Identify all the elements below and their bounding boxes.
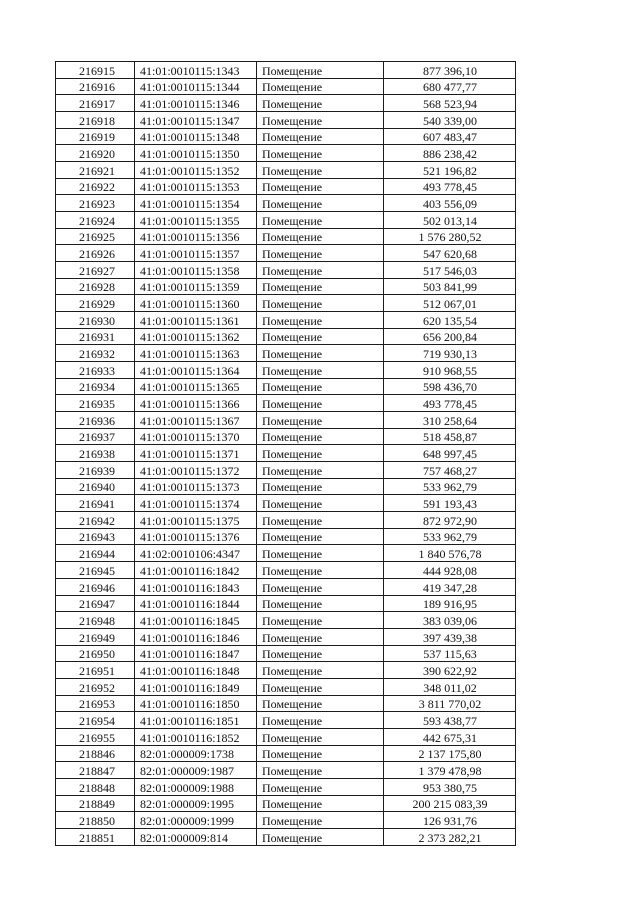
table-row <box>56 662 516 679</box>
cadastral-value-cell: 533 962,79 <box>384 528 516 545</box>
table-row <box>56 162 516 179</box>
object-type-cell: Помещение <box>257 162 384 179</box>
cadastral-number-cell: 41:01:0010116:1843 <box>135 578 257 595</box>
cadastral-number-cell: 41:01:0010115:1376 <box>135 528 257 545</box>
row-number-cell: 216936 <box>56 412 135 429</box>
cadastral-number-cell: 41:01:0010115:1375 <box>135 512 257 529</box>
cadastral-number-cell: 82:01:000009:1999 <box>135 812 257 829</box>
cadastral-value-cell: 518 458,87 <box>384 428 516 445</box>
table-row <box>56 462 516 479</box>
object-type-cell: Помещение <box>257 62 384 79</box>
table-row <box>56 328 516 345</box>
object-type-cell: Помещение <box>257 128 384 145</box>
table-row <box>56 278 516 295</box>
table-row <box>56 495 516 512</box>
row-number-cell: 216917 <box>56 95 135 112</box>
table-row <box>56 712 516 729</box>
object-type-cell: Помещение <box>257 178 384 195</box>
table-row <box>56 528 516 545</box>
row-number-cell: 216943 <box>56 528 135 545</box>
row-number-cell: 218847 <box>56 762 135 779</box>
object-type-cell: Помещение <box>257 245 384 262</box>
cadastral-value-cell: 512 067,01 <box>384 295 516 312</box>
table-row <box>56 562 516 579</box>
cadastral-value-table <box>55 61 516 846</box>
object-type-cell: Помещение <box>257 462 384 479</box>
cadastral-value-cell: 517 546,03 <box>384 262 516 279</box>
cadastral-number-cell: 41:01:0010115:1352 <box>135 162 257 179</box>
cadastral-number-cell: 41:01:0010116:1851 <box>135 712 257 729</box>
cadastral-value-cell: 886 238,42 <box>384 145 516 162</box>
object-type-cell: Помещение <box>257 395 384 412</box>
table-row <box>56 428 516 445</box>
cadastral-value-cell: 593 438,77 <box>384 712 516 729</box>
object-type-cell: Помещение <box>257 412 384 429</box>
table-row <box>56 95 516 112</box>
cadastral-number-cell: 41:01:0010115:1344 <box>135 78 257 95</box>
object-type-cell: Помещение <box>257 545 384 562</box>
row-number-cell: 216915 <box>56 62 135 79</box>
table-row <box>56 228 516 245</box>
cadastral-value-cell: 2 373 282,21 <box>384 828 516 845</box>
table-row <box>56 78 516 95</box>
cadastral-value-cell: 1 379 478,98 <box>384 762 516 779</box>
object-type-cell: Помещение <box>257 728 384 745</box>
cadastral-value-cell: 533 962,79 <box>384 478 516 495</box>
cadastral-number-cell: 41:01:0010115:1347 <box>135 112 257 129</box>
cadastral-number-cell: 41:01:0010115:1370 <box>135 428 257 445</box>
cadastral-value-cell: 521 196,82 <box>384 162 516 179</box>
row-number-cell: 216927 <box>56 262 135 279</box>
object-type-cell: Помещение <box>257 362 384 379</box>
table-row <box>56 695 516 712</box>
row-number-cell: 216932 <box>56 345 135 362</box>
cadastral-number-cell: 41:01:0010116:1845 <box>135 612 257 629</box>
object-type-cell: Помещение <box>257 278 384 295</box>
cadastral-value-cell: 189 916,95 <box>384 595 516 612</box>
cadastral-number-cell: 82:01:000009:1987 <box>135 762 257 779</box>
object-type-cell: Помещение <box>257 562 384 579</box>
object-type-cell: Помещение <box>257 778 384 795</box>
row-number-cell: 218848 <box>56 778 135 795</box>
table-row <box>56 595 516 612</box>
cadastral-value-cell: 397 439,38 <box>384 628 516 645</box>
cadastral-number-cell: 41:01:0010115:1365 <box>135 378 257 395</box>
object-type-cell: Помещение <box>257 645 384 662</box>
cadastral-value-cell: 348 011,02 <box>384 678 516 695</box>
cadastral-number-cell: 41:01:0010116:1849 <box>135 678 257 695</box>
table-row <box>56 212 516 229</box>
cadastral-number-cell: 41:01:0010115:1357 <box>135 245 257 262</box>
cadastral-value-cell: 953 380,75 <box>384 778 516 795</box>
cadastral-number-cell: 41:01:0010116:1852 <box>135 728 257 745</box>
object-type-cell: Помещение <box>257 512 384 529</box>
object-type-cell: Помещение <box>257 612 384 629</box>
cadastral-number-cell: 41:01:0010115:1354 <box>135 195 257 212</box>
cadastral-number-cell: 41:01:0010115:1363 <box>135 345 257 362</box>
cadastral-number-cell: 41:01:0010115:1364 <box>135 362 257 379</box>
row-number-cell: 216942 <box>56 512 135 529</box>
cadastral-number-cell: 82:01:000009:1988 <box>135 778 257 795</box>
row-number-cell: 216928 <box>56 278 135 295</box>
cadastral-value-cell: 200 215 083,39 <box>384 795 516 812</box>
row-number-cell: 218850 <box>56 812 135 829</box>
cadastral-value-cell: 872 972,90 <box>384 512 516 529</box>
table-body <box>56 62 516 846</box>
cadastral-number-cell: 41:01:0010115:1359 <box>135 278 257 295</box>
cadastral-number-cell: 41:01:0010115:1367 <box>135 412 257 429</box>
row-number-cell: 216921 <box>56 162 135 179</box>
table-row <box>56 145 516 162</box>
row-number-cell: 216955 <box>56 728 135 745</box>
table-row <box>56 62 516 79</box>
object-type-cell: Помещение <box>257 578 384 595</box>
row-number-cell: 218846 <box>56 745 135 762</box>
table-row <box>56 128 516 145</box>
object-type-cell: Помещение <box>257 628 384 645</box>
table-row <box>56 745 516 762</box>
row-number-cell: 216933 <box>56 362 135 379</box>
cadastral-number-cell: 41:01:0010115:1372 <box>135 462 257 479</box>
row-number-cell: 216940 <box>56 478 135 495</box>
cadastral-number-cell: 41:01:0010115:1346 <box>135 95 257 112</box>
row-number-cell: 216918 <box>56 112 135 129</box>
row-number-cell: 216948 <box>56 612 135 629</box>
table-row <box>56 295 516 312</box>
table-row <box>56 645 516 662</box>
cadastral-value-cell: 1 840 576,78 <box>384 545 516 562</box>
table-row <box>56 445 516 462</box>
cadastral-number-cell: 41:01:0010115:1353 <box>135 178 257 195</box>
table-row <box>56 312 516 329</box>
cadastral-number-cell: 41:01:0010116:1848 <box>135 662 257 679</box>
table-row <box>56 828 516 845</box>
cadastral-number-cell: 41:01:0010116:1844 <box>135 595 257 612</box>
row-number-cell: 216952 <box>56 678 135 695</box>
cadastral-number-cell: 41:01:0010115:1371 <box>135 445 257 462</box>
cadastral-value-cell: 493 778,45 <box>384 178 516 195</box>
cadastral-value-cell: 547 620,68 <box>384 245 516 262</box>
cadastral-value-cell: 680 477,77 <box>384 78 516 95</box>
object-type-cell: Помещение <box>257 678 384 695</box>
object-type-cell: Помещение <box>257 112 384 129</box>
cadastral-value-cell: 126 931,76 <box>384 812 516 829</box>
table-row <box>56 728 516 745</box>
cadastral-value-cell: 648 997,45 <box>384 445 516 462</box>
cadastral-value-cell: 591 193,43 <box>384 495 516 512</box>
cadastral-value-cell: 757 468,27 <box>384 462 516 479</box>
table-row <box>56 628 516 645</box>
table-row <box>56 612 516 629</box>
cadastral-value-cell: 537 115,63 <box>384 645 516 662</box>
cadastral-number-cell: 82:01:000009:814 <box>135 828 257 845</box>
object-type-cell: Помещение <box>257 745 384 762</box>
cadastral-value-cell: 620 135,54 <box>384 312 516 329</box>
cadastral-number-cell: 41:02:0010106:4347 <box>135 545 257 562</box>
object-type-cell: Помещение <box>257 262 384 279</box>
row-number-cell: 216919 <box>56 128 135 145</box>
cadastral-number-cell: 41:01:0010116:1850 <box>135 695 257 712</box>
object-type-cell: Помещение <box>257 145 384 162</box>
row-number-cell: 216954 <box>56 712 135 729</box>
cadastral-value-cell: 419 347,28 <box>384 578 516 595</box>
object-type-cell: Помещение <box>257 445 384 462</box>
row-number-cell: 218851 <box>56 828 135 845</box>
table-row <box>56 245 516 262</box>
row-number-cell: 216953 <box>56 695 135 712</box>
object-type-cell: Помещение <box>257 662 384 679</box>
cadastral-number-cell: 41:01:0010115:1348 <box>135 128 257 145</box>
table-row <box>56 545 516 562</box>
object-type-cell: Помещение <box>257 212 384 229</box>
row-number-cell: 216938 <box>56 445 135 462</box>
cadastral-value-cell: 3 811 770,02 <box>384 695 516 712</box>
object-type-cell: Помещение <box>257 328 384 345</box>
object-type-cell: Помещение <box>257 478 384 495</box>
object-type-cell: Помещение <box>257 712 384 729</box>
row-number-cell: 216923 <box>56 195 135 212</box>
cadastral-number-cell: 41:01:0010116:1847 <box>135 645 257 662</box>
table-row <box>56 178 516 195</box>
object-type-cell: Помещение <box>257 828 384 845</box>
cadastral-value-cell: 877 396,10 <box>384 62 516 79</box>
table-row <box>56 795 516 812</box>
cadastral-value-cell: 719 930,13 <box>384 345 516 362</box>
row-number-cell: 216937 <box>56 428 135 445</box>
cadastral-value-cell: 656 200,84 <box>384 328 516 345</box>
row-number-cell: 216949 <box>56 628 135 645</box>
row-number-cell: 216947 <box>56 595 135 612</box>
cadastral-number-cell: 41:01:0010115:1366 <box>135 395 257 412</box>
cadastral-number-cell: 41:01:0010115:1373 <box>135 478 257 495</box>
row-number-cell: 216920 <box>56 145 135 162</box>
cadastral-value-cell: 910 968,55 <box>384 362 516 379</box>
row-number-cell: 216935 <box>56 395 135 412</box>
cadastral-value-cell: 442 675,31 <box>384 728 516 745</box>
object-type-cell: Помещение <box>257 695 384 712</box>
object-type-cell: Помещение <box>257 795 384 812</box>
object-type-cell: Помещение <box>257 762 384 779</box>
table-row <box>56 378 516 395</box>
object-type-cell: Помещение <box>257 378 384 395</box>
row-number-cell: 216925 <box>56 228 135 245</box>
row-number-cell: 216929 <box>56 295 135 312</box>
cadastral-number-cell: 41:01:0010115:1374 <box>135 495 257 512</box>
table-row <box>56 478 516 495</box>
table-row <box>56 512 516 529</box>
cadastral-value-cell: 444 928,08 <box>384 562 516 579</box>
cadastral-number-cell: 41:01:0010115:1356 <box>135 228 257 245</box>
cadastral-number-cell: 82:01:000009:1995 <box>135 795 257 812</box>
row-number-cell: 216945 <box>56 562 135 579</box>
object-type-cell: Помещение <box>257 295 384 312</box>
row-number-cell: 216931 <box>56 328 135 345</box>
table-row <box>56 345 516 362</box>
row-number-cell: 218849 <box>56 795 135 812</box>
object-type-cell: Помещение <box>257 195 384 212</box>
row-number-cell: 216926 <box>56 245 135 262</box>
row-number-cell: 216934 <box>56 378 135 395</box>
cadastral-value-cell: 607 483,47 <box>384 128 516 145</box>
object-type-cell: Помещение <box>257 595 384 612</box>
object-type-cell: Помещение <box>257 495 384 512</box>
row-number-cell: 216922 <box>56 178 135 195</box>
object-type-cell: Помещение <box>257 345 384 362</box>
cadastral-value-cell: 503 841,99 <box>384 278 516 295</box>
table-row <box>56 578 516 595</box>
row-number-cell: 216930 <box>56 312 135 329</box>
row-number-cell: 216941 <box>56 495 135 512</box>
table-row <box>56 395 516 412</box>
cadastral-value-cell: 502 013,14 <box>384 212 516 229</box>
cadastral-number-cell: 41:01:0010116:1842 <box>135 562 257 579</box>
row-number-cell: 216944 <box>56 545 135 562</box>
cadastral-number-cell: 41:01:0010115:1362 <box>135 328 257 345</box>
object-type-cell: Помещение <box>257 428 384 445</box>
cadastral-number-cell: 41:01:0010115:1355 <box>135 212 257 229</box>
table-row <box>56 412 516 429</box>
cadastral-number-cell: 41:01:0010116:1846 <box>135 628 257 645</box>
object-type-cell: Помещение <box>257 78 384 95</box>
object-type-cell: Помещение <box>257 528 384 545</box>
cadastral-number-cell: 41:01:0010115:1360 <box>135 295 257 312</box>
cadastral-value-cell: 310 258,64 <box>384 412 516 429</box>
cadastral-value-cell: 390 622,92 <box>384 662 516 679</box>
row-number-cell: 216946 <box>56 578 135 595</box>
object-type-cell: Помещение <box>257 95 384 112</box>
cadastral-value-cell: 2 137 175,80 <box>384 745 516 762</box>
cadastral-value-cell: 493 778,45 <box>384 395 516 412</box>
cadastral-value-cell: 383 039,06 <box>384 612 516 629</box>
table-row <box>56 812 516 829</box>
cadastral-value-cell: 403 556,09 <box>384 195 516 212</box>
row-number-cell: 216950 <box>56 645 135 662</box>
row-number-cell: 216924 <box>56 212 135 229</box>
cadastral-value-cell: 568 523,94 <box>384 95 516 112</box>
table-row <box>56 112 516 129</box>
object-type-cell: Помещение <box>257 228 384 245</box>
table-row <box>56 762 516 779</box>
cadastral-number-cell: 82:01:000009:1738 <box>135 745 257 762</box>
table-row <box>56 778 516 795</box>
table-row <box>56 362 516 379</box>
row-number-cell: 216916 <box>56 78 135 95</box>
row-number-cell: 216951 <box>56 662 135 679</box>
table-row <box>56 678 516 695</box>
cadastral-value-cell: 598 436,70 <box>384 378 516 395</box>
cadastral-value-cell: 540 339,00 <box>384 112 516 129</box>
cadastral-value-cell: 1 576 280,52 <box>384 228 516 245</box>
object-type-cell: Помещение <box>257 312 384 329</box>
row-number-cell: 216939 <box>56 462 135 479</box>
table-row <box>56 262 516 279</box>
object-type-cell: Помещение <box>257 812 384 829</box>
cadastral-number-cell: 41:01:0010115:1361 <box>135 312 257 329</box>
cadastral-number-cell: 41:01:0010115:1343 <box>135 62 257 79</box>
table-row <box>56 195 516 212</box>
cadastral-number-cell: 41:01:0010115:1358 <box>135 262 257 279</box>
cadastral-number-cell: 41:01:0010115:1350 <box>135 145 257 162</box>
